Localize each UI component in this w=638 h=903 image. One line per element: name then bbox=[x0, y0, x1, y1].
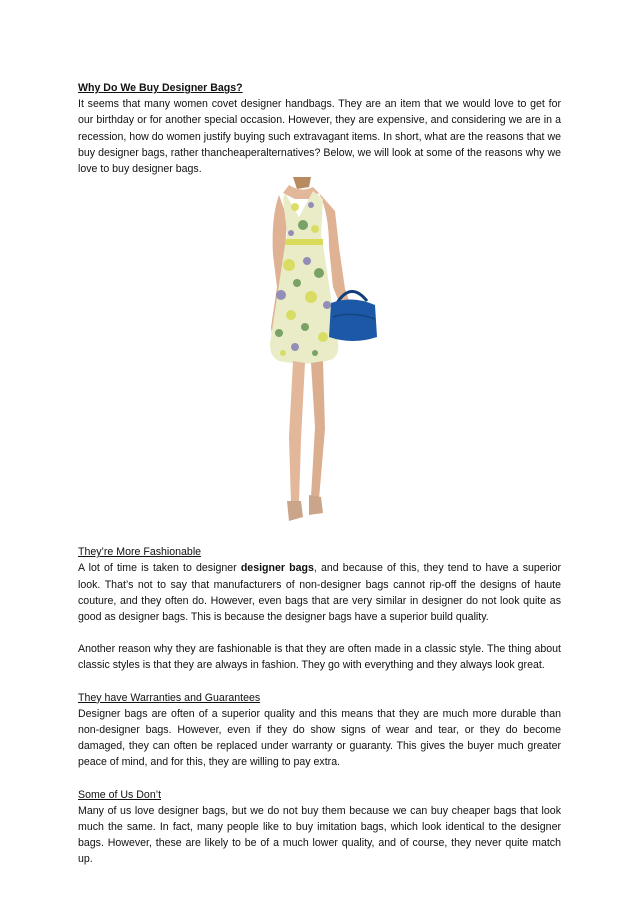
intro-paragraph: It seems that many women covet designer handbags. They are an item that we would love to get for our birthday or for another special occasion. However, they are expensive, and considering we are in a recession, how do women justify buying such extravagant items. In short, what are the reasons that we buy designer bags, rather thancheaperalternatives? Below, we will look at some of the reasons why we love to buy designer bags. bbox=[78, 98, 561, 176]
blue-handbag bbox=[329, 292, 377, 342]
dont-paragraph: Many of us love designer bags, but we do not buy them because we can buy cheaper bags that look much the same. In fact, many people like to buy imitation bags, which look identical to the designer bags. However, these are likely to be of a much lower quality, and of course, they never quite match up. bbox=[78, 804, 561, 866]
section-heading-dont: Some of Us Don’t bbox=[78, 788, 162, 801]
spacer bbox=[78, 771, 561, 787]
spacer bbox=[78, 674, 561, 690]
spacer bbox=[78, 625, 561, 641]
fashionable-paragraph-1 bbox=[78, 560, 561, 625]
warranties-paragraph: Designer bags are often of a superior quality and this means that they are much more durable than non-designer bags. However, even if they do show signs of wear and tear, or they do become damaged, they can often be replaced under warranty or guaranty. This gives the buyer much greater peace of mind, and for this, they are willing to pay extra. bbox=[78, 707, 561, 769]
section-heading-fashionable: They’re More Fashionable bbox=[78, 546, 202, 559]
fashionable-paragraph-2: Another reason why they are fashionable is that they are often made in a classic style. The thing about classic styles is that they are always in fashion. They go with everything and they always look great. bbox=[78, 643, 561, 672]
article-body bbox=[78, 80, 561, 868]
section-heading-warranties: They have Warranties and Guarantees bbox=[78, 691, 261, 704]
woman-with-handbag-photo bbox=[253, 177, 393, 539]
text-span: , and because of this, they tend to have a superior look. That’s not to say that manufacturers of non-designer bags cannot rip-off the designs of haute couture, and they often do. However, even bags that are very similar in designer do not look quite as good as designer bags. This is because the designer bags have a superior build quality. bbox=[78, 562, 562, 624]
designer-bags-keyword: designer bags bbox=[240, 562, 314, 575]
text-span: A lot of time is taken to designer bbox=[78, 562, 241, 575]
photo-figure bbox=[78, 177, 561, 544]
article-title: Why Do We Buy Designer Bags? bbox=[78, 82, 243, 94]
